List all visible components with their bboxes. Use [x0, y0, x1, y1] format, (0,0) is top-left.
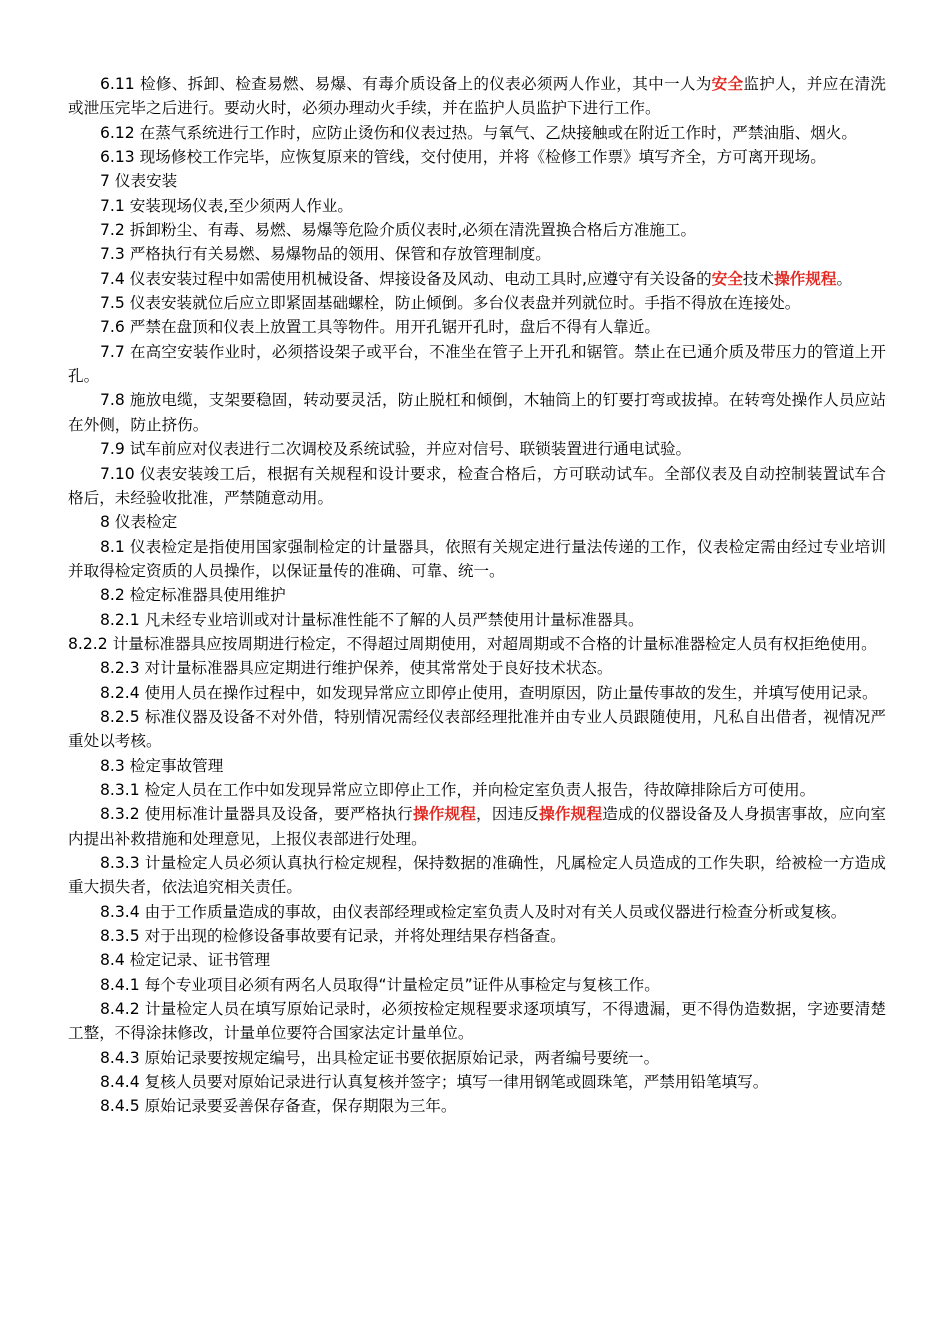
paragraph	[68, 437, 886, 461]
paragraph-text: 8.2.4 使用人员在操作过程中，如发现异常应立即停止使用，查明原因，防止量传事故的发生，并填写使用记录。	[100, 683, 878, 702]
paragraph-text: 7.3 严格执行有关易燃、易爆物品的领用、保管和存放管理制度。	[100, 245, 551, 264]
paragraph-text: 8.3.1 检定人员在工作中如发现异常应立即停止工作，并向检定室负责人报告，待故障排除后方可使用。	[100, 780, 816, 799]
paragraph	[68, 218, 886, 242]
paragraph-text: 8.2.1 凡未经专业培训或对计量标准性能不了解的人员严禁使用计量标准器具。	[100, 610, 644, 629]
highlighted-term: 操作规程	[412, 805, 477, 824]
paragraph	[68, 754, 886, 778]
paragraph-text: 8.2 检定标准器具使用维护	[100, 586, 286, 605]
paragraph	[68, 705, 886, 754]
paragraph-text: 8.4 检定记录、证书管理	[100, 951, 271, 970]
paragraph-text: 。	[836, 269, 853, 288]
highlighted-term: 安全	[711, 75, 744, 93]
paragraph	[68, 510, 886, 534]
paragraph-text: 8.4.3 原始记录要按规定编号，出具检定证书要依据原始记录，两者编号要统一。	[100, 1048, 660, 1067]
paragraph-text: 8.2.3 对计量标准器具应定期进行维护保养，使其常常处于良好技术状态。	[100, 659, 613, 678]
paragraph-text: 7.5 仪表安装就位后应立即紧固基础螺栓，防止倾倒。多台仪表盘并列就位时。手指不得放在连接处。	[100, 294, 801, 313]
paragraph-text: 8.4.2 计量检定人员在填写原始记录时，必须按检定规程要求逐项填写，不得遗漏，更不得伪造数据，字迹要清楚工整，不得涂抹修改，计量单位要符合国家法定计量单位。	[68, 1000, 886, 1043]
paragraph-text: 6.11 检修、拆卸、检查易燃、易爆、有毒介质设备上的仪表必须两人作业，其中一人为	[100, 75, 712, 93]
paragraph	[68, 924, 886, 948]
paragraph-text: 7.1 安装现场仪表,至少须两人作业。	[100, 196, 354, 215]
paragraph-text: 8.4.5 原始记录要妥善保存备查，保存期限为三年。	[100, 1097, 457, 1116]
paragraph	[68, 656, 886, 680]
paragraph-text: 7 仪表安装	[100, 172, 178, 191]
paragraph	[68, 778, 886, 802]
paragraph-text: 8.4.4 复核人员要对原始记录进行认真复核并签字；填写一律用钢笔或圆珠笔，严禁用铅笔填写。	[100, 1073, 769, 1092]
paragraph-text: 8.3 检定事故管理	[100, 756, 224, 775]
highlighted-term: 安全	[711, 269, 743, 288]
paragraph	[68, 340, 886, 389]
paragraph	[68, 997, 886, 1046]
paragraph	[68, 388, 886, 437]
paragraph-text: 8.2.5 标准仪器及设备不对外借，特别情况需经仪表部经理批准并由专业人员跟随使用，凡私自出借者，视情况严重处以考核。	[68, 707, 886, 751]
paragraph	[68, 948, 886, 972]
paragraph	[68, 608, 886, 632]
paragraph	[68, 121, 886, 145]
paragraph-text: 8.1 仪表检定是指使用国家强制检定的计量器具，依照有关规定进行量法传递的工作，仪表检定需由经过专业培训并取得检定资质的人员操作，以保证量传的准确、可靠、统一。	[68, 537, 886, 580]
paragraph	[68, 1046, 886, 1070]
paragraph-text: 监护人，并应在清洗或泄压完毕之后进行。要动火时，必须办理动火手续，并在监护人员监护下进行工作。	[68, 75, 886, 118]
paragraph	[68, 802, 886, 851]
paragraph-text: 8.2.2 计量标准器具应按周期进行检定，不得超过周期使用，对超周期或不合格的计量标准器检定人员有权拒绝使用。	[68, 634, 877, 653]
paragraph	[68, 900, 886, 924]
paragraph	[68, 145, 886, 169]
paragraph-text: 7.8 施放电缆，支架要稳固，转动要灵活，防止脱杠和倾倒，木轴筒上的钉要打弯或拔掉。在转弯处操作人员应站在外侧，防止挤伤。	[68, 391, 886, 434]
paragraph-text: 8.4.1 每个专业项目必须有两名人员取得“计量检定员”证件从事检定与复核工作。	[100, 975, 660, 994]
paragraph-text: 8.3.2 使用标准计量器具及设备，要严格执行	[100, 805, 413, 824]
paragraph	[68, 851, 886, 900]
paragraph-text: 造成的仪器设备及人身损害事故，应向室内提出补救措施和处理意见，上报仪表部进行处理。	[68, 805, 886, 848]
highlighted-term: 操作规程	[539, 805, 603, 824]
paragraph-text: 8.3.5 对于出现的检修设备事故要有记录，并将处理结果存档备查。	[100, 927, 566, 946]
paragraph-text: 8 仪表检定	[100, 513, 178, 532]
paragraph	[68, 462, 886, 511]
paragraph	[68, 583, 886, 607]
paragraph-text: 7.9 试车前应对仪表进行二次调校及系统试验，并应对信号、联锁装置进行通电试验。	[100, 440, 692, 459]
paragraph-text: ，因违反	[476, 805, 540, 824]
paragraph	[68, 72, 886, 121]
paragraph	[68, 1094, 886, 1118]
paragraph	[68, 1070, 886, 1094]
paragraph	[68, 291, 886, 315]
paragraph	[68, 169, 886, 193]
paragraph-text: 技术	[742, 269, 775, 288]
paragraph-text: 7.7 在高空安装作业时，必须搭设架子或平台，不准坐在管子上开孔和锯管。禁止在已通介质及带压力的管道上开孔。	[68, 342, 886, 386]
paragraph-text: 6.12 在蒸气系统进行工作时，应防止烫伤和仪表过热。与氧气、乙炔接触或在附近工作时，严禁油脂、烟火。	[100, 123, 857, 142]
paragraph	[68, 194, 886, 218]
paragraph-text: 8.3.4 由于工作质量造成的事故，由仪表部经理或检定室负责人及时对有关人员或仪器进行检查分析或复核。	[100, 902, 847, 921]
document-body	[68, 72, 886, 1119]
paragraph	[68, 632, 886, 656]
paragraph-text: 7.4 仪表安装过程中如需使用机械设备、焊接设备及风动、电动工具时,应遵守有关设备的	[100, 269, 712, 288]
paragraph	[68, 315, 886, 339]
paragraph-text: 7.2 拆卸粉尘、有毒、易燃、易爆等危险介质仪表时,必须在清洗置换合格后方准施工。	[100, 221, 697, 240]
paragraph	[68, 267, 886, 291]
paragraph-text: 6.13 现场修校工作完毕，应恢复原来的管线，交付使用，并将《检修工作票》填写齐全，方可离开现场。	[100, 148, 826, 167]
paragraph	[68, 681, 886, 705]
paragraph	[68, 242, 886, 266]
paragraph	[68, 973, 886, 997]
paragraph-text: 7.10 仪表安装竣工后，根据有关规程和设计要求，检查合格后，方可联动试车。全部仪表及自动控制装置试车合格后，未经验收批准，严禁随意动用。	[68, 464, 886, 507]
paragraph-text: 7.6 严禁在盘顶和仪表上放置工具等物件。用开孔锯开孔时，盘后不得有人靠近。	[100, 318, 660, 337]
paragraph-text: 8.3.3 计量检定人员必须认真执行检定规程，保持数据的准确性，凡属检定人员造成的工作失职，给被检一方造成重大损失者，依法追究相关责任。	[68, 854, 886, 897]
paragraph	[68, 535, 886, 584]
highlighted-term: 操作规程	[774, 269, 837, 288]
